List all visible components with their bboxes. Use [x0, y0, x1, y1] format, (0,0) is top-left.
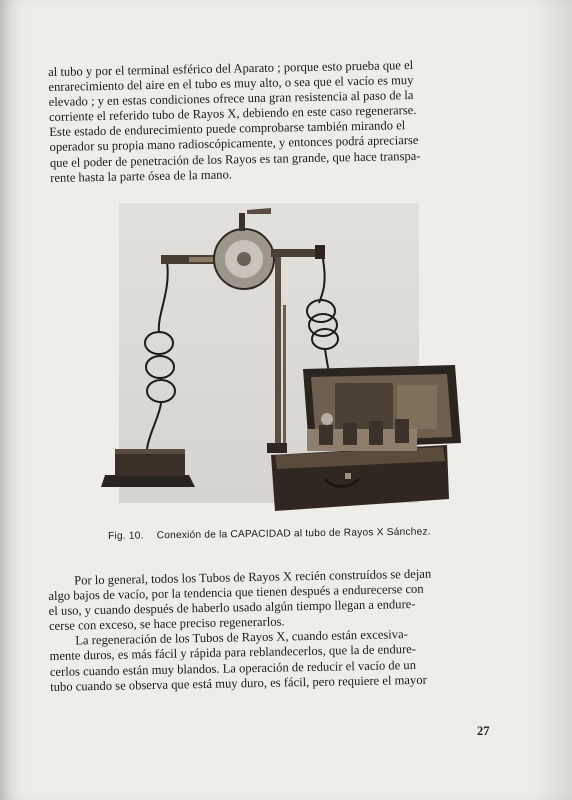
paragraph-top: [48, 56, 502, 185]
page-number: 27: [477, 724, 490, 738]
text-line: el uso, y cuando después de haberlo usado algún tiempo llegan a endure-: [48, 597, 416, 619]
figure-label: Fig. 10.: [108, 530, 144, 542]
text-line: algo bajos de vacío, por la tendencia que tienen después a endurecerse con: [48, 581, 424, 604]
xray-tube: [161, 208, 325, 289]
text-line: elevado ; y en estas condiciones ofrece una gran resistencia al paso de la: [48, 88, 414, 110]
text-line: rente hasta la parte ósea de la mano.: [50, 167, 233, 185]
figure-caption: [108, 526, 431, 542]
text-line: Este estado de endurecimiento puede comprobarse también mirando el: [49, 118, 406, 140]
text-line: al tubo y por el terminal esférico del Aparato ; porque esto prueba que el: [48, 57, 414, 79]
xray-apparatus-photo: [97, 193, 469, 523]
capacity-base: [101, 449, 195, 487]
text-line: Por lo general, todos los Tubos de Rayos X recién construídos se dejan: [73, 566, 432, 588]
text-line: corriente el referido tubo de Rayos X, debiendo en este caso regenerarse.: [48, 103, 417, 125]
paragraph-bottom: [48, 565, 502, 694]
tube-support-stand: [267, 257, 287, 453]
page-edge-shadow: [532, 0, 572, 800]
figure-caption-text: Conexión de la CAPACIDAD al tubo de Rayos X Sánchez.: [156, 526, 431, 542]
apparatus-case: [271, 365, 461, 511]
text-line: cerse con exceso, se hace preciso regenerarlos.: [48, 614, 285, 634]
text-line: tubo cuando se observa que está muy duro, es fácil, pero requiere el mayor: [50, 672, 427, 694]
right-wire-coils: [307, 259, 338, 383]
text-line: que el poder de penetración de los Rayos es tan grande, que hace transpa-: [49, 148, 421, 170]
text-line: La regeneración de los Tubos de Rayos X, cuando están excesiva-: [75, 627, 408, 648]
figure-xray-apparatus: [97, 193, 469, 523]
text-line: cerlos cuando están muy blandos. La operación de reducir el vacío de un: [49, 657, 417, 679]
left-wire-coils: [145, 261, 175, 449]
text-line: enrarecimiento del aire en el tubo es muy alto, o sea que el vacío es muy: [48, 73, 414, 95]
text-line: mente duros, es más fácil y rápida para reblandecerlos, que la de endure-: [49, 642, 417, 664]
text-line: operador su propia mano radioscópicamente, y entonces podrá apreciarse: [49, 133, 419, 155]
